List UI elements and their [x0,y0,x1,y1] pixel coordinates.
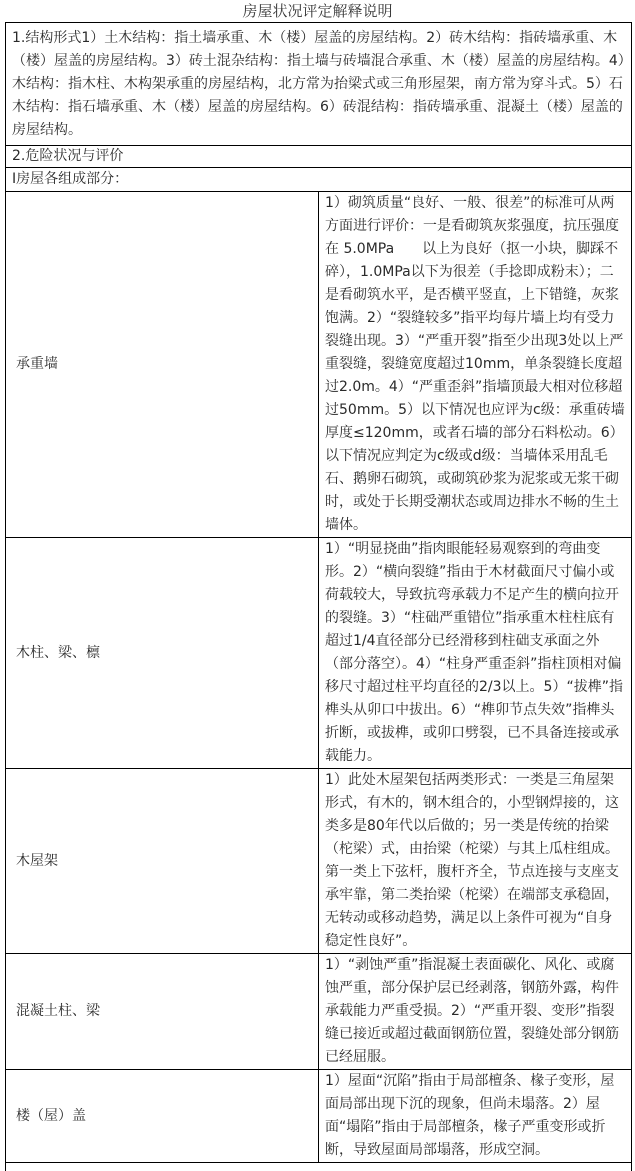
row-content-load-bearing-wall: 1）砌筑质量“良好、一般、很差”的标准可从两方面进行评价：一是看砌筑灰浆强度，抗压强度在 5.0MPa 以上为良好（抠一小块，脚踩不碎），1.0MPa以下为很差（手捻即成粉末）；二是看砌筑水平，是否横平竖直，上下错缝，灰浆饱满。2）“裂缝较多”指平均每片墙上均有受力裂缝出现。3）“严重开裂”指至少出现3处以上严重裂缝，裂缝宽度超过10mm，单条裂缝长度超过2.0m。4）“严重歪斜”指墙顶最大相对位移超过50mm。5）以下情况也应评为c级：承重砖墙厚度≤120mm，或者石墙的部分石料松动。6）以下情况应判定为c级或d级：当墙体采用乱毛石、鹅卵石砌筑，或砌筑砂浆为泥浆或无浆干砌时，或处于长期受潮状态或周边排水不畅的生土墙体。 [319,192,632,538]
row-content-wood-columns-beams: 1）“明显挠曲”指肉眼能轻易观察到的弯曲变形。2）“横向裂缝”指由于木材截面尺寸偏小或荷载较大，导致抗弯承载力不足产生的横向拉开的裂缝。3）“柱础严重错位”指承重木柱柱底有超过1/4直径部分已经滑移到柱础支承面之外（部分落空）。4）“柱身严重歪斜”指柱顶相对偏移尺寸超过柱平均直径的2/3以上。5）“拔榫”指榫头从卯口中拔出。6）“榫卯节点失效”指榫头折断，或拔榫，或卯口劈裂，已不具备连接或承载能力。 [319,538,632,769]
table-row-concrete-columns-beams [6,954,632,1070]
row-content-floor-roof: 1）屋面“沉陷”指由于局部檀条、椽子变形，屋面局部出现下沉的现象，但尚未塌落。2）屋面“塌陷”指由于局部檀条，椽子严重变形或折断，导致屋面局部塌落，形成空洞。 [319,1070,632,1163]
evaluation-table [5,22,632,1171]
structure-forms-text: 1.结构形式1）土木结构：指土墙承重、木（楼）屋盖的房屋结构。2）砖木结构：指砖墙承重、木（楼）屋盖的房屋结构。3）砖土混杂结构：指土墙与砖墙混合承重、木（楼）屋盖的房屋结构。4）木结构：指木柱、木构架承重的房屋结构，北方常为抬梁式或三角形屋架，南方常为穿斗式。5）石木结构：指石墙承重、木（楼）屋盖的房屋结构。6）砖混结构：指砖墙承重、混凝土（楼）屋盖的房屋结构。 [6,23,632,146]
section-2-heading: 2.危险状况与评价 [6,146,632,168]
table-row-section-2 [6,146,632,168]
table-row-wood-columns-beams [6,538,632,769]
table-row-structure-forms [6,23,632,146]
row-label-floor-roof: 楼（屋）盖 [6,1070,319,1163]
row-content-wood-roof-truss: 1）此处木屋架包括两类形式：一类是三角屋架形式，有木的，钢木组合的，小型钢焊接的，这类多是80年代以后做的；另一类是传统的抬梁（柁梁）式，由抬梁（柁梁）与其上瓜柱组成。第一类上下弦杆，腹杆齐全，节点连接与支座支承牢靠，第二类抬梁（柁梁）在端部支承稳固，无转动或移动趋势，满足以上条件可视为“自身稳定性良好”。 [319,769,632,954]
table-row-continuation [6,1163,632,1171]
document-title: 房屋状况评定解释说明 [0,0,635,23]
row-label-wood-roof-truss: 木屋架 [6,769,319,954]
row-content-concrete-columns-beams: 1）“剥蚀严重”指混凝土表面碳化、风化、或腐蚀严重，部分保护层已经剥落，钢筋外露，构件承载能力严重受损。2）“严重开裂、变形”指裂缝已接近或超过截面钢筋位置，裂缝处部分钢筋已经屈服。 [319,954,632,1070]
table-row-wood-roof-truss [6,769,632,954]
continuation-cell [6,1163,632,1171]
table-row-floor-roof [6,1070,632,1163]
table-row-load-bearing-wall [6,192,632,538]
row-label-load-bearing-wall: 承重墙 [6,192,319,538]
row-label-concrete-columns-beams: 混凝土柱、梁 [6,954,319,1070]
row-label-wood-columns-beams: 木柱、梁、檩 [6,538,319,769]
table-row-section-i [6,168,632,192]
section-i-heading: Ⅰ房屋各组成部分： [6,168,632,192]
